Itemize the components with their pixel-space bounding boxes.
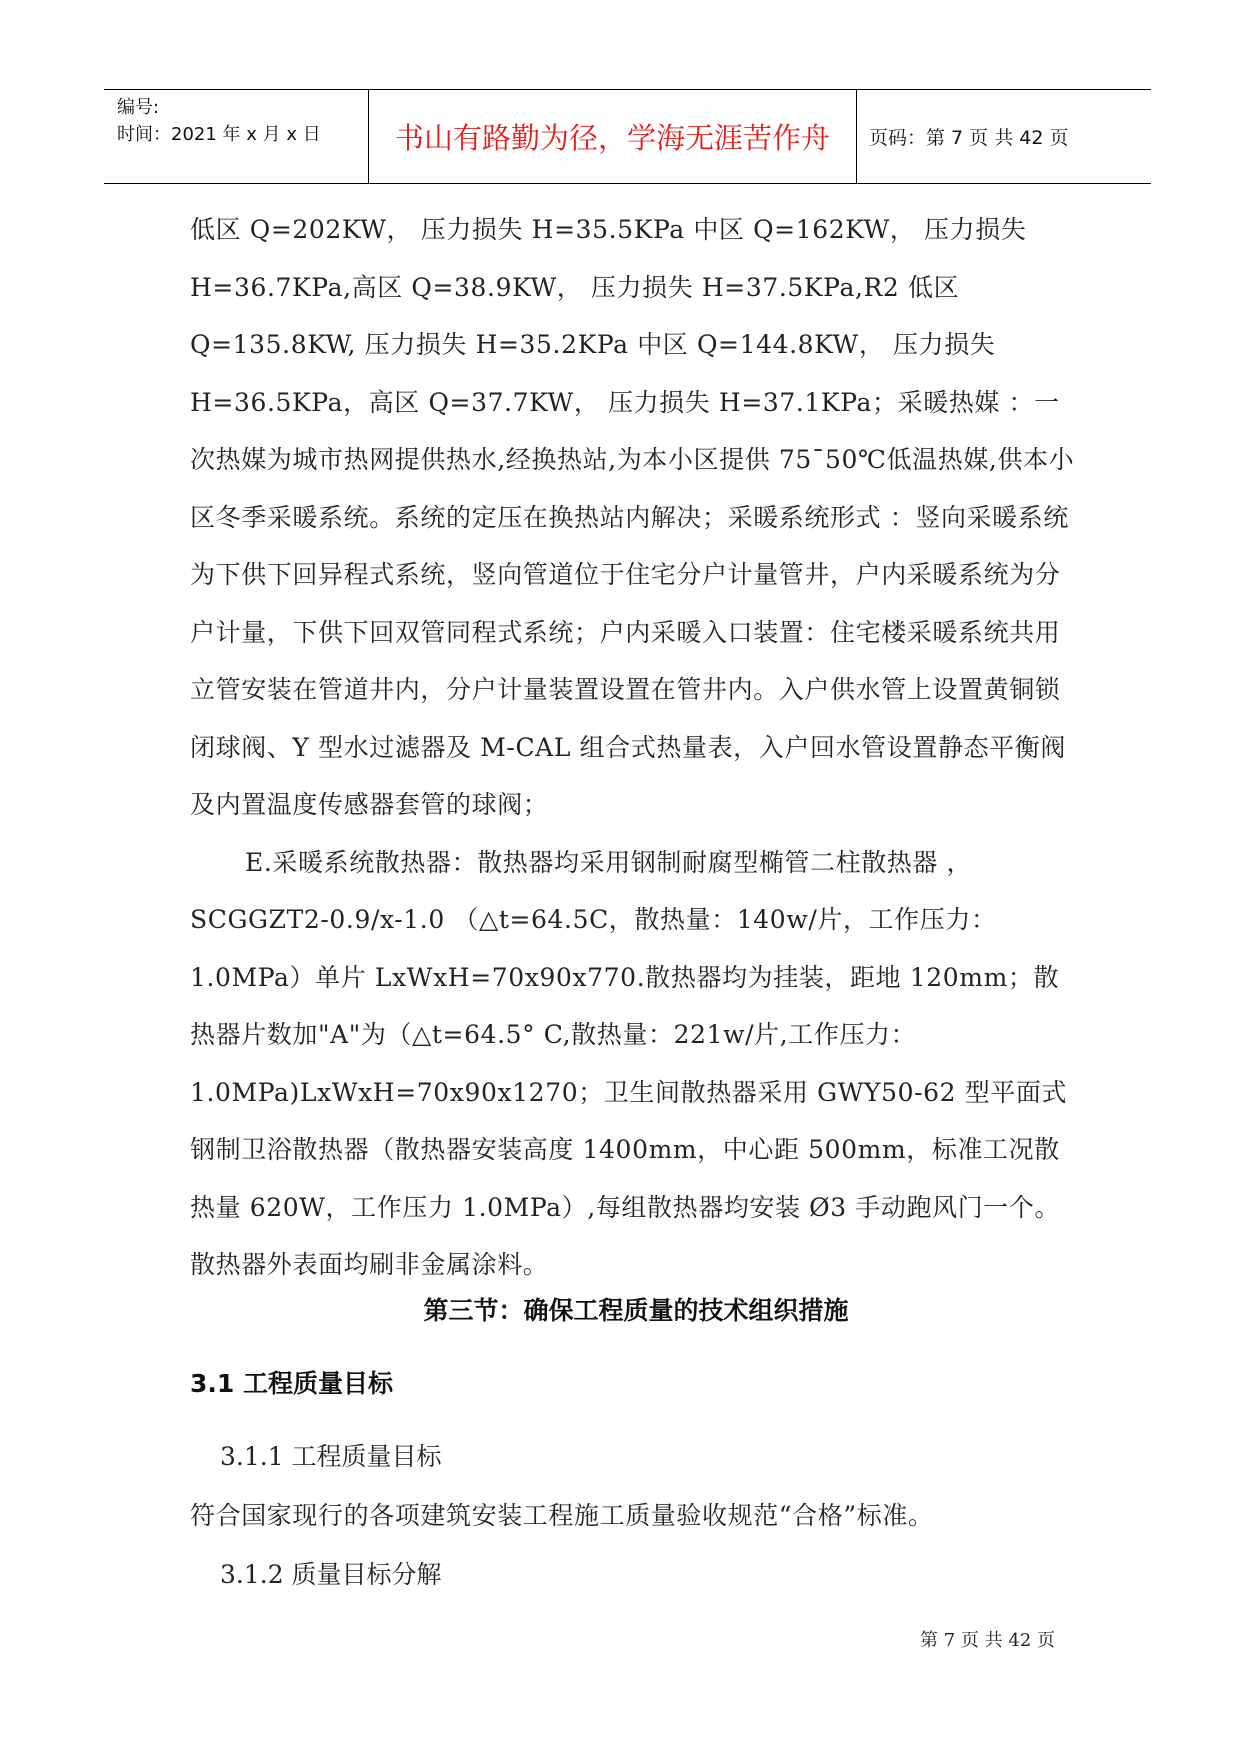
page-header: [104, 89, 1151, 184]
header-motto: 书山有路勤为径，学海无涯苦作舟: [369, 90, 857, 183]
number-label: 编号:: [117, 97, 160, 118]
quality-standard-line: 符合国家现行的各项建筑安装工程施工质量验收规范“合格”标准。: [190, 1501, 934, 1530]
page-footer: 第 7 页 共 42 页: [920, 1630, 1055, 1651]
time-label: 时间：2021 年 x 月 x 日: [117, 124, 321, 145]
item-heading-3-1-2: 3.1.2 质量目标分解: [220, 1560, 442, 1589]
section-title: 第三节：确保工程质量的技术组织措施: [423, 1296, 849, 1325]
paragraph-heating-params: 低区 Q=202KW， 压力损失 H=35.5KPa 中区 Q=162KW， 压力损失 H=36.7KPa,高区 Q=38.9KW， 压力损失 H=37.5KPa,R2 低区 Q=135.8KW, 压力损失 H=35.2KPa 中区 Q=144.8KW， 压力损失 H=36.5KPa，高区 Q=37.7KW， 压力损失 H=37.1KPa；采暖热媒 ：一次热媒为城市热网提供热水,经换热站,为本小区提供 75¯50℃低温热媒,供本小区冬季采暖系统。系统的定压在换热站内解决；采暖系统形式 ：竖向采暖系统为下供下回异程式系统，竖向管道位于住宅分户计量管井，户内采暖系统为分户计量，下供下回双管同程式系统；户内采暖入口装置：住宅楼采暖系统共用立管安装在管道井内，分户计量装置设置在管井内。入户供水管上设置黄铜锁闭球阀、Y 型水过滤器及 M-CAL 组合式热量表，入户回水管设置静态平衡阀及内置温度传感器套管的球阀；: [190, 215, 1075, 819]
header-meta: [104, 90, 369, 183]
item-heading-3-1-1: 3.1.1 工程质量目标: [220, 1442, 442, 1471]
paragraph-radiators: E.采暖系统散热器：散热器均采用钢制耐腐型椭管二柱散热器 ，SCGGZT2-0.9/x-1.0 （△t=64.5C，散热量：140w/片，工作压力：1.0MPa）单片 LxWxH=70x90x770.散热器均为挂装，距地 120mm；散热器片数加"A"为（△t=64.5° C,散热量：221w/片,工作压力：1.0MPa)LxWxH=70x90x1270；卫生间散热器采用 GWY50-62 型平面式钢制卫浴散热器（散热器安装高度 1400mm，中心距 500mm，标准工况散热量 620W，工作压力 1.0MPa）,每组散热器均安装 Ø3 手动跑风门一个。散热器外表面均刷非金属涂料。: [190, 847, 1068, 1279]
body-text: [190, 201, 1082, 1294]
subsection-title: 3.1 工程质量目标: [190, 1369, 393, 1398]
header-page-info: 页码：第 7 页 共 42 页: [869, 127, 1069, 149]
